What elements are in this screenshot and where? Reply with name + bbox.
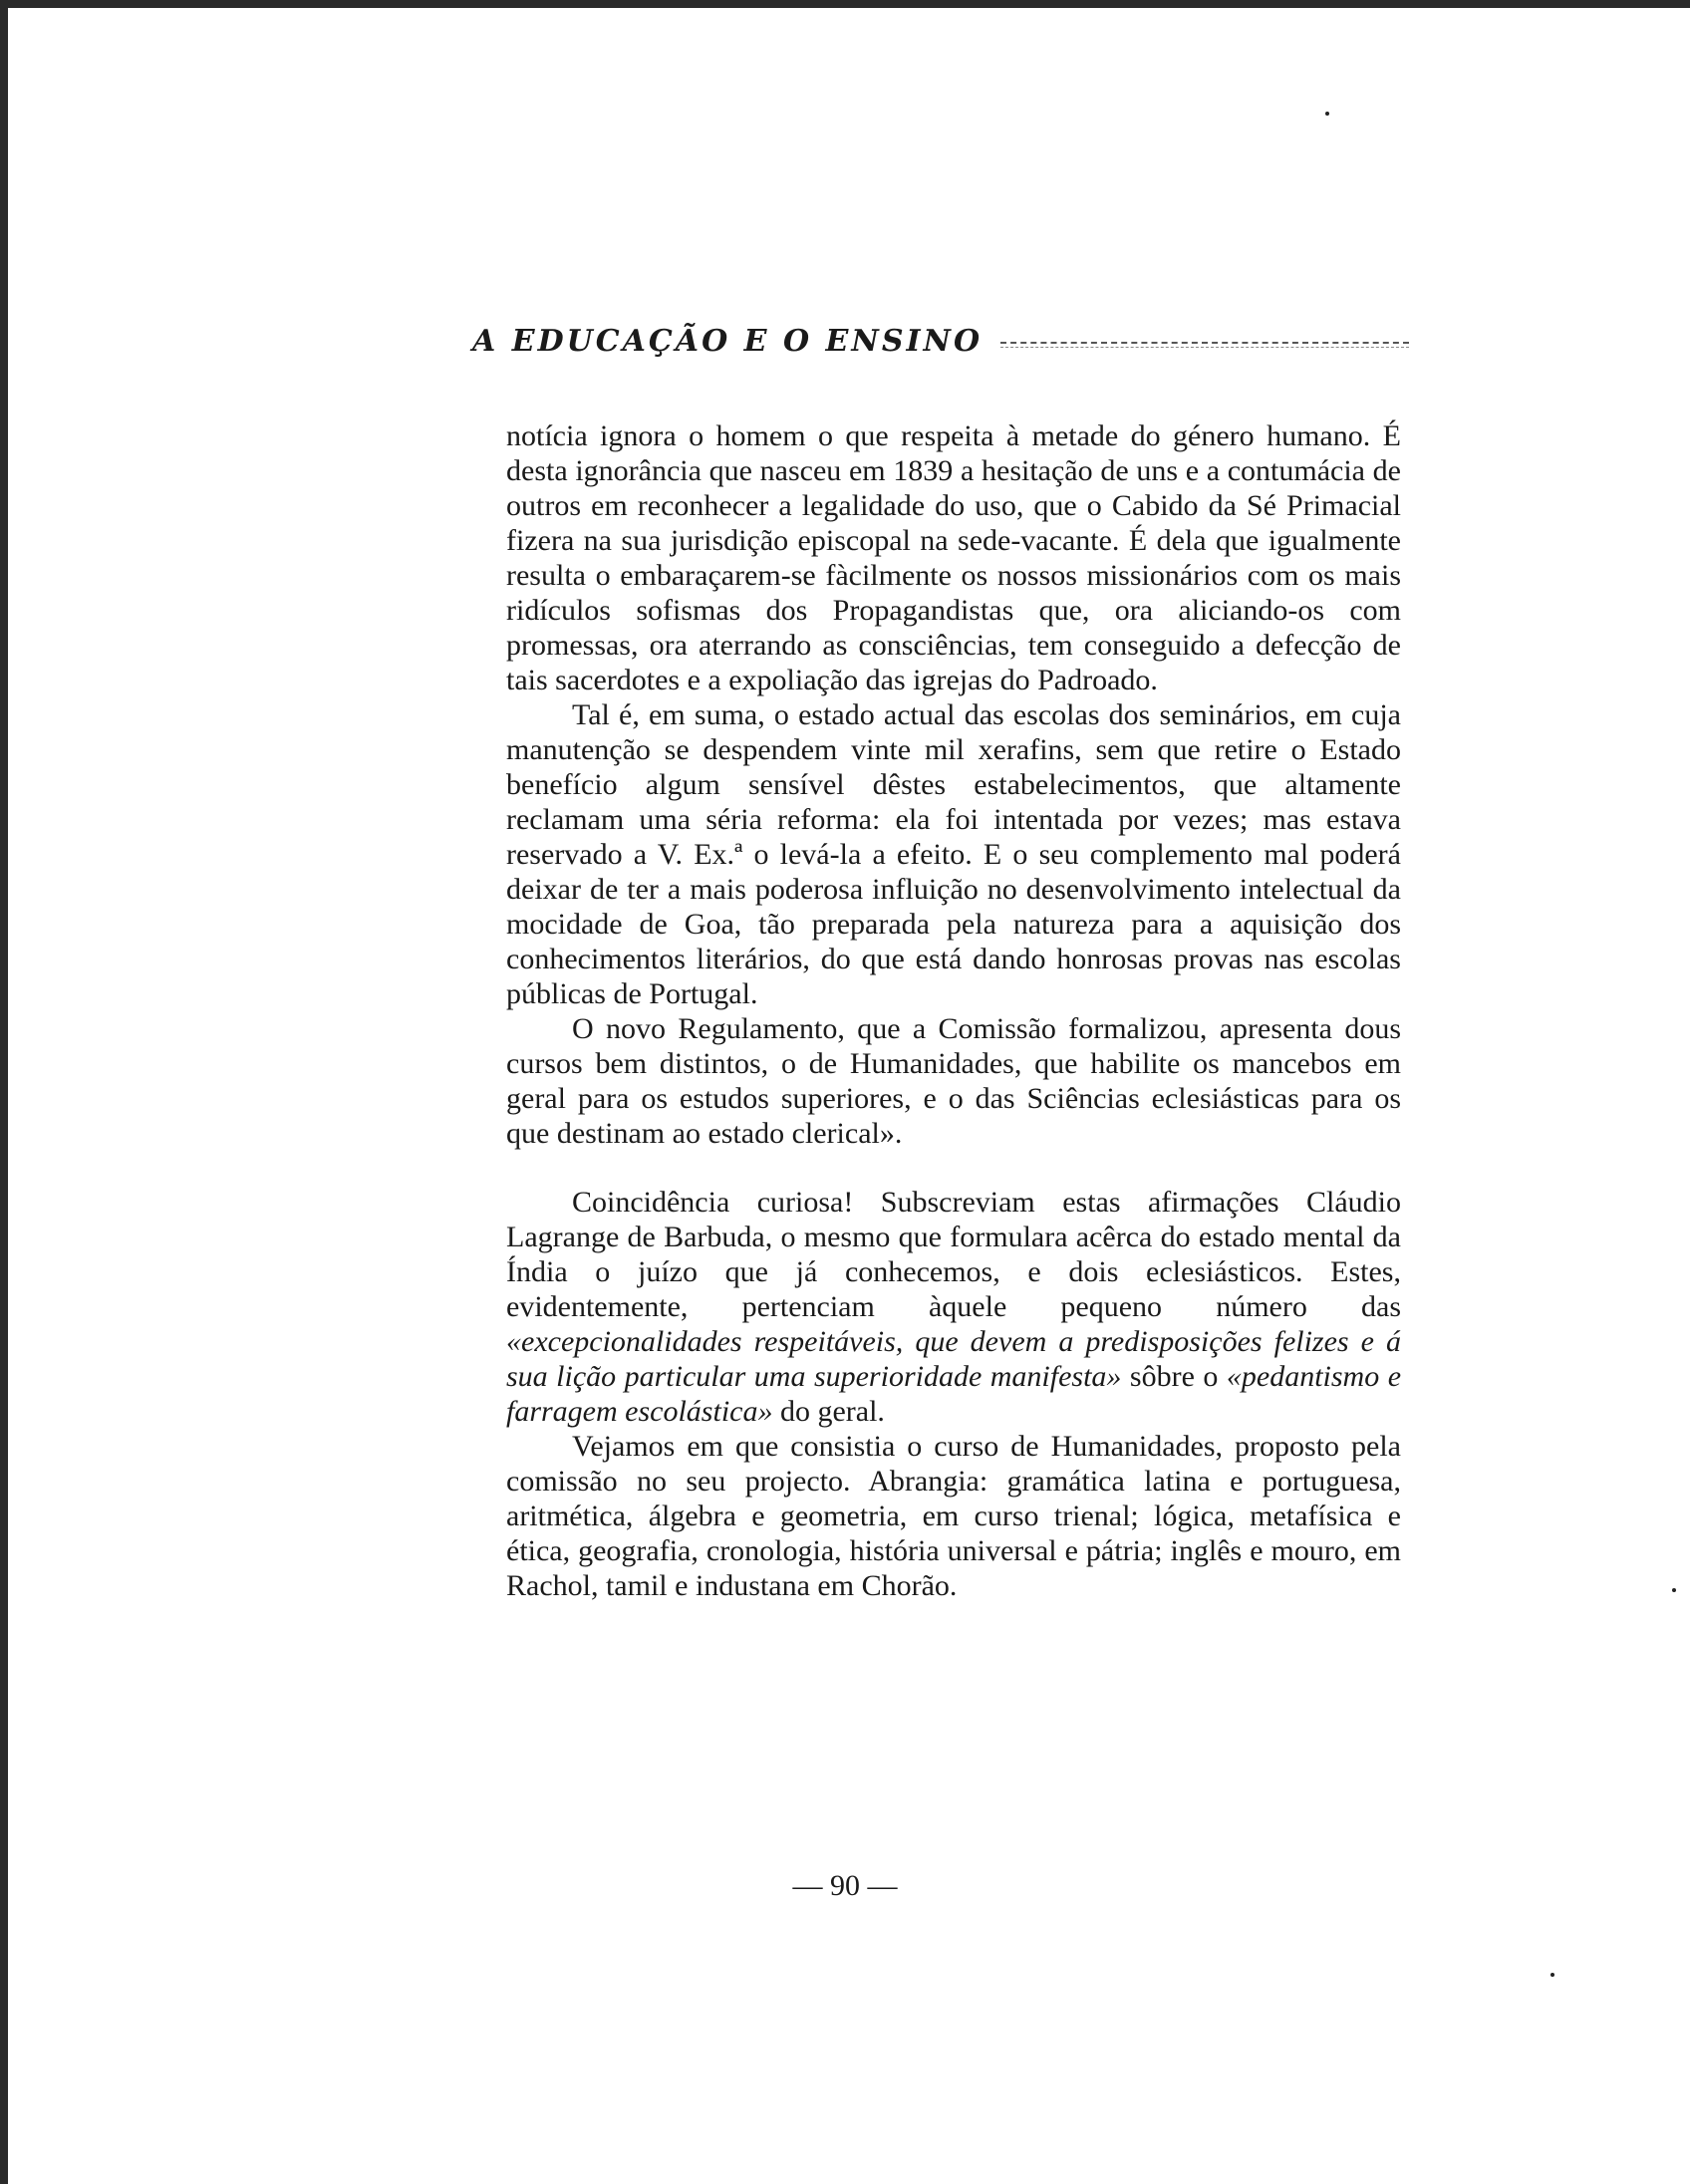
paragraph-1: notícia ignora o homem o que respeita à metade do género humano. É desta ignorância que nasceu em 1839 a hesitação de uns e a contumácia de outros em reconhecer a legalidade do uso, que o Cabido da Sé Primacial fizera na sua jurisdição episcopal na sede-vacante. É dela que igualmente resulta o embaraçarem-se fàcilmente os nossos missionários com os mais ridículos sofismas dos Propagandistas que, ora aliciando-os com promessas, ora aterrando as consciências, tem conseguido a defecção de tais sacerdotes e a expoliação das igrejas do Padroado. (506, 419, 1401, 696)
paragraph-2: Tal é, em suma, o estado actual das escolas dos seminários, em cuja manutenção se despendem vinte mil xerafins, sem que retire o Estado benefício algum sensível dêstes estabelecimentos, que altamente reclamam uma séria reforma: ela foi intentada por vezes; mas estava reservado a V. Ex.ª o levá-la a efeito. E o seu complemento mal poderá deixar de ter a mais poderosa influição no desenvolvimento intelectual da mocidade de Goa, tão preparada pela natureza para a aquisição dos conhecimentos literários, do que está dando honrosas provas nas escolas públicas de Portugal. (506, 698, 1401, 1010)
body-text (506, 418, 1401, 1603)
page-number: — 90 — (792, 1869, 898, 1902)
scan-speck (1672, 1588, 1676, 1592)
scan-top-edge (0, 0, 1690, 8)
paragraph-4-text-before: Coincidência curiosa! Subscreviam estas afirmações Cláudio Lagrange de Barbuda, o mesmo que formulara acêrca do estado mental da Índia o juízo que já conhecemos, e dois eclesiásticos. Estes, evidentemente, pertenciam àquele pequeno número das (506, 1186, 1401, 1323)
running-head-title: A EDUCAÇÃO E O ENSINO (472, 323, 984, 359)
paragraph-4-text-middle: sôbre o (1121, 1360, 1227, 1393)
paragraph-4-quote-2: «pedantismo e farragem escolástica» (506, 1360, 1402, 1428)
paragraph-4-quote-1: «excepcionalidades respeitáveis, que devem a predisposições felizes e á sua lição particular uma superioridade manifesta» (506, 1325, 1401, 1393)
paragraph-4 (506, 1185, 1401, 1429)
paragraph-3: O novo Regulamento, que a Comissão formalizou, apresenta dous cursos bem distintos, o de Humanidades, que habilite os mancebos em geral para os estudos superiores, e o das Sciências eclesiásticas para os que destinam ao estado clerical». (506, 1012, 1401, 1150)
running-head-rule (1000, 342, 1409, 348)
paragraph-4-text-after: do geral. (772, 1395, 885, 1428)
scan-speck (1325, 112, 1329, 116)
paragraph-5: Vejamos em que consistia o curso de Humanidades, proposto pela comissão no seu projecto. Abrangia: gramática latina e portuguesa, aritmética, álgebra e geometria, em curso trienal; lógica, metafísica e ética, geografia, cronologia, história universal e pátria; inglês e mouro, em Rachol, tamil e industana em Chorão. (506, 1430, 1401, 1602)
scan-left-edge (0, 0, 8, 2184)
running-head (472, 321, 1409, 361)
scan-speck (1550, 1973, 1554, 1977)
